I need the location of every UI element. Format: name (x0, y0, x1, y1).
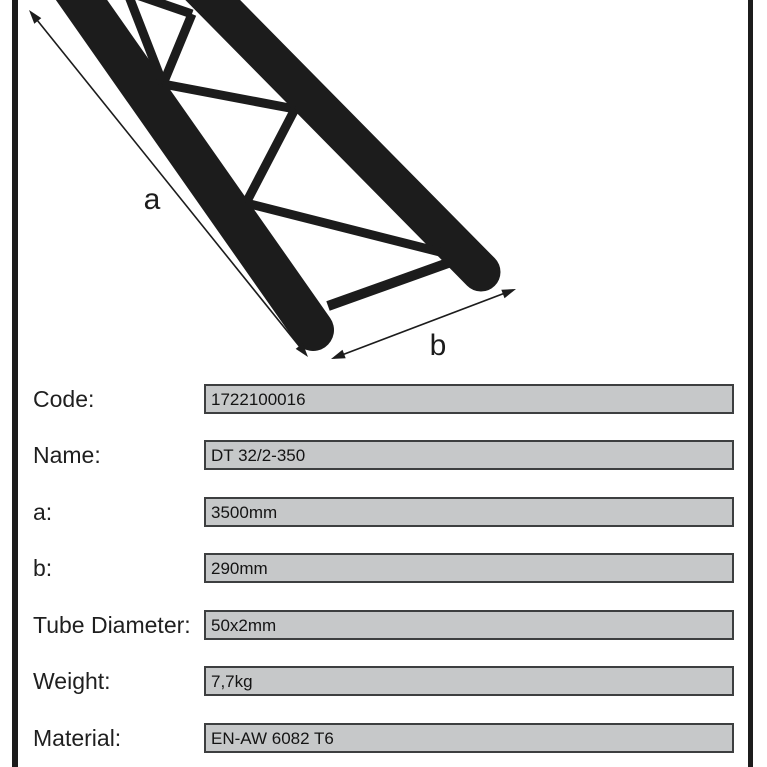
a-field[interactable] (204, 497, 734, 527)
truss-brace (105, 0, 192, 14)
field-value: 7,7kg (211, 672, 253, 691)
weight-field[interactable] (204, 666, 734, 696)
field-label: Tube Diameter: (33, 612, 191, 638)
field-label: b: (33, 555, 53, 581)
field-label: Name: (33, 442, 101, 468)
b-field[interactable] (204, 553, 734, 583)
form-row-material (0, 723, 767, 753)
form-row-weight (0, 666, 767, 696)
field-value: EN-AW 6082 T6 (211, 729, 334, 748)
dimension-b-line (334, 290, 513, 358)
truss-drawing (64, 0, 481, 330)
field-value: 290mm (211, 559, 268, 578)
material-field[interactable] (204, 723, 734, 753)
truss-end-rung (328, 263, 448, 306)
field-value: 1722100016 (211, 390, 306, 409)
arrowhead-icon (501, 289, 516, 298)
field-value: 3500mm (211, 503, 278, 522)
name-field[interactable] (204, 440, 734, 470)
dim-b-label: b (429, 329, 447, 362)
truss-diagram (0, 0, 767, 374)
field-label: Code: (33, 386, 95, 412)
truss-brace (163, 14, 192, 84)
form-row-tube-diameter (0, 610, 767, 640)
field-value: DT 32/2-350 (211, 446, 306, 465)
arrowhead-icon (29, 10, 41, 24)
dim-a-label: a (143, 183, 161, 216)
field-value: 50x2mm (211, 616, 277, 635)
arrowhead-icon (331, 350, 346, 359)
field-label: Weight: (33, 668, 111, 694)
tube-diameter-field[interactable] (204, 610, 734, 640)
truss-brace (246, 109, 295, 203)
field-label: Material: (33, 725, 122, 751)
form-row-b (0, 553, 767, 583)
form-row-code (0, 384, 767, 414)
form-row-name (0, 440, 767, 470)
form-row-a (0, 497, 767, 527)
field-label: a: (33, 499, 53, 525)
code-field[interactable] (204, 384, 734, 414)
